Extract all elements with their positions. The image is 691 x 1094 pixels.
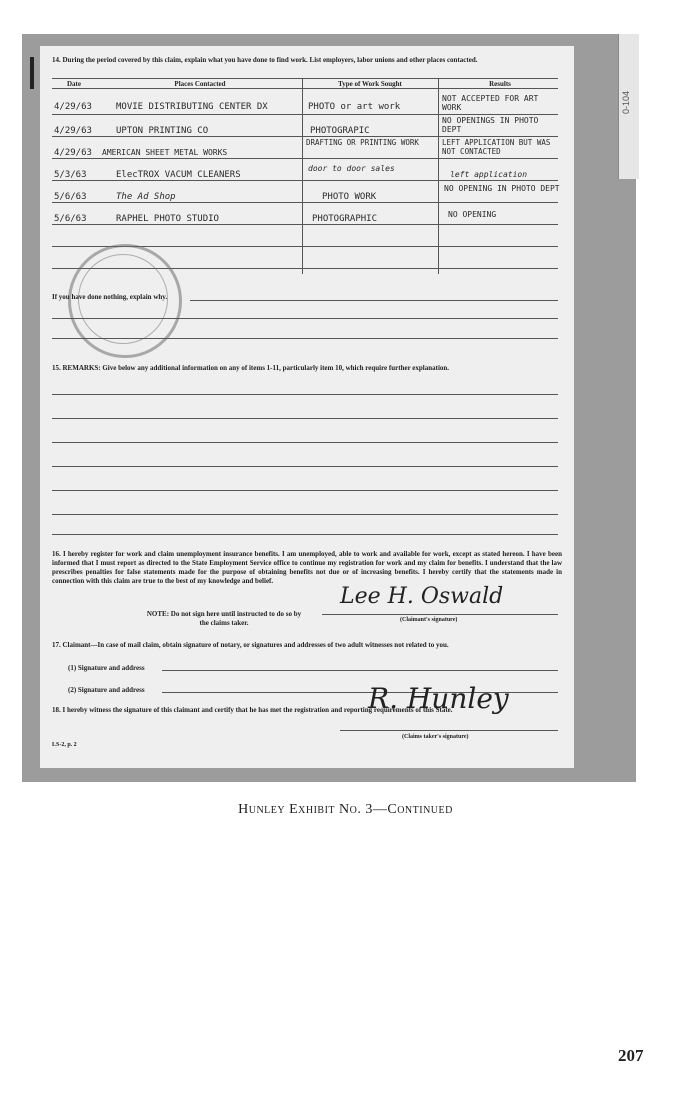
row-rule	[52, 202, 558, 203]
row-work: PHOTOGRAPIC	[310, 126, 370, 136]
exhibit-caption-text: Hunley Exhibit No. 3—Continued	[238, 802, 453, 817]
table-divider	[438, 78, 439, 274]
row-date: 4/29/63	[54, 126, 92, 136]
remarks-line	[52, 466, 558, 467]
row-date: 5/6/63	[54, 214, 87, 224]
row-place: The Ad Shop	[116, 192, 176, 202]
answer-line	[190, 300, 558, 301]
answer-line	[52, 318, 558, 319]
remarks-line	[52, 514, 558, 515]
row-date: 4/29/63	[54, 148, 92, 158]
row-rule	[52, 224, 558, 225]
row-place: ElecTROX VACUM CLEANERS	[116, 170, 241, 180]
row-result: NO OPENING	[448, 210, 497, 219]
row-rule	[52, 158, 558, 159]
header-results: Results	[489, 80, 511, 88]
row-result: NO OPENING IN PHOTO DEPT	[444, 184, 560, 193]
row-result: NOT ACCEPTED FOR ART WORK	[442, 94, 539, 112]
row-rule	[52, 180, 558, 181]
item14-question: 14. During the period covered by this claim, explain what you have done to find work. List employers, labor unions and other places contacted.	[52, 56, 478, 64]
row-work: PHOTOGRAPHIC	[312, 214, 378, 224]
table-divider	[302, 78, 303, 274]
row-rule	[52, 136, 558, 137]
remarks-line	[52, 534, 558, 535]
remarks-line	[52, 418, 558, 419]
row-result: LEFT APPLICATION BUT WAS NOT CONTACTED	[442, 138, 551, 156]
remarks-line	[52, 490, 558, 491]
side-tab-label: 0-104	[621, 90, 631, 114]
header-date: Date	[67, 80, 81, 88]
row-result: left application	[450, 170, 528, 179]
row-place: RAPHEL PHOTO STUDIO	[116, 214, 219, 224]
item16-text: 16. I hereby register for work and claim unemployment insurance benefits. I am unemployed, able to work and available for work, except as stated hereon. I have been informed that I must report as directed to the State Employment Service office to continue my registration for work and my claim for benefits. I understand that the law prescribes penalties for false statements made for the purpose of obtaining benefits not due or of increasing benefits. I hereby certify that the statements made in connection with this claim are true to the best of my knowledge and belief.	[52, 550, 562, 585]
row-work: PHOTO or art work	[308, 102, 401, 112]
row-work: PHOTO WORK	[322, 192, 377, 202]
page-number: 207	[618, 1046, 644, 1065]
claims-taker-signature: R. Hunley	[368, 682, 509, 715]
remarks-line	[52, 394, 558, 395]
header-work: Type of Work Sought	[338, 80, 402, 88]
claimant-signature: Lee H. Oswald	[340, 584, 504, 609]
row-work: DRAFTING OR PRINTING WORK	[306, 138, 419, 147]
header-places: Places Contacted	[174, 80, 226, 88]
row-result: NO OPENINGS IN PHOTO DEPT	[442, 116, 539, 134]
claim-form	[40, 46, 574, 768]
row-rule	[52, 114, 558, 115]
row-date: 5/3/63	[54, 170, 87, 180]
item17-line1-label: (1) Signature and address	[68, 664, 145, 672]
item17-text: 17. Claimant—In case of mail claim, obtain signature of notary, or signatures and addresses of two adult witnesses not related to you.	[52, 641, 449, 649]
exhibit-caption	[0, 802, 691, 818]
side-tab	[618, 34, 639, 179]
item17-line2-label: (2) Signature and address	[68, 686, 145, 694]
claims-taker-signature-label: (Claims taker's signature)	[402, 734, 469, 740]
signature-line	[322, 614, 558, 615]
row-place: MOVIE DISTRIBUTING CENTER DX	[116, 102, 268, 112]
margin-mark	[30, 57, 34, 89]
row-date: 4/29/63	[54, 102, 92, 112]
item18-text: 18. I hereby witness the signature of this claimant and certify that he has met the registration and reporting requirements of this State.	[52, 706, 453, 714]
item16-note: NOTE: Do not sign here until instructed to do so by the claims taker.	[146, 610, 302, 627]
row-place: AMERICAN SHEET METAL WORKS	[102, 148, 228, 157]
remarks-line	[52, 442, 558, 443]
signature-line	[340, 730, 558, 731]
row-date: 5/6/63	[54, 192, 87, 202]
row-place: UPTON PRINTING CO	[116, 126, 209, 136]
table-top-rule	[52, 78, 558, 79]
item15-remarks: 15. REMARKS: Give below any additional information on any of items 1-11, particularly item 10, which require further explanation.	[52, 364, 450, 372]
nothing-done-label: If you have done nothing, explain why.	[52, 293, 168, 301]
answer-line	[52, 338, 558, 339]
row-work: door to door sales	[308, 164, 395, 173]
witness-line	[162, 670, 558, 671]
claimant-signature-label: (Claimant's signature)	[400, 617, 458, 623]
form-code: LS-2, p. 2	[52, 742, 77, 748]
table-header-rule	[52, 88, 558, 89]
